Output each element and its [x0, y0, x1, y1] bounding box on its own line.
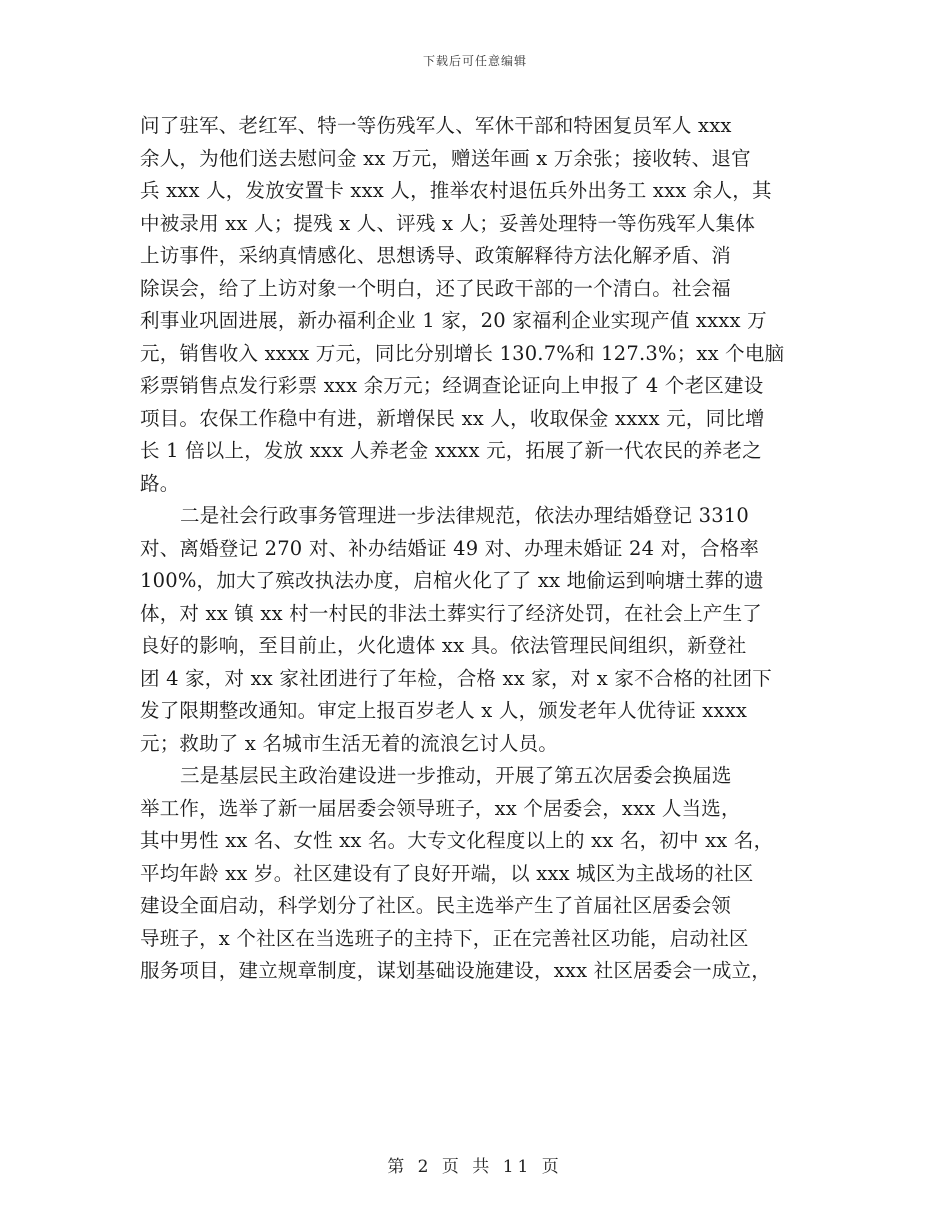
text-line: 利事业巩固进展，新办福利企业 1 家，20 家福利企业实现产值 xxxx 万 — [140, 309, 767, 332]
document-body — [140, 110, 820, 988]
text-line: 其中男性 xx 名、女性 xx 名。大专文化程度以上的 xx 名，初中 xx 名， — [140, 829, 774, 852]
text-line: 上访事件，采纳真情感化、思想诱导、政策解释待方法化解矛盾、消 — [140, 244, 732, 267]
text-line: 兵 xxx 人，发放安置卡 xxx 人，推举农村退伍兵外出务工 xxx 余人，其 — [140, 179, 772, 202]
text-line: 除误会，给了上访对象一个明白，还了民政干部的一个清白。社会福 — [140, 276, 732, 300]
text-line: 余人，为他们送去慰问金 xx 万元，赠送年画 x 万余张；接收转、退官 — [140, 146, 751, 170]
text-line: 100%，加大了殡改执法办度，启棺火化了了 xx 地偷运到响塘土葬的遗 — [140, 569, 764, 592]
text-line: 建设全面启动，科学划分了社区。民主选举产生了首届社区居委会领 — [140, 894, 732, 917]
text-line: 项目。农保工作稳中有进，新增保民 xx 人，收取保金 xxxx 元，同比增 — [140, 406, 765, 430]
paragraph-start-line: 三是基层民主政治建设进一步推动，开展了第五次居委会换届选 — [180, 764, 732, 787]
text-line: 彩票销售点发行彩票 xxx 余万元；经调查论证向上申报了 4 个老区建设 — [140, 374, 764, 397]
text-line: 路。 — [140, 471, 180, 495]
text-line: 元；救助了 x 名城市生活无着的流浪乞讨人员。 — [140, 731, 558, 755]
text-line: 问了驻军、老红军、特一等伤残军人、军休干部和特困复员军人 xxx — [140, 114, 732, 137]
text-line: 体，对 xx 镇 xx 村一村民的非法土葬实行了经济处罚，在社会上产生了 — [140, 601, 762, 625]
text-line: 举工作，选举了新一届居委会领导班子，xx 个居委会，xxx 人当选， — [140, 796, 741, 820]
text-line: 团 4 家，对 xx 家社团进行了年检，合格 xx 家，对 x 家不合格的社团下 — [140, 666, 772, 690]
text-line: 长 1 倍以上，发放 xxx 人养老金 xxxx 元，拓展了新一代农民的养老之 — [140, 439, 762, 462]
text-line: 对、离婚登记 270 对、补办结婚证 49 对、办理未婚证 24 对，合格率 — [140, 536, 760, 560]
text-line: 平均年龄 xx 岁。社区建设有了良好开端，以 xxx 城区为主战场的社区 — [140, 861, 754, 885]
text-line: 良好的影响，至目前止，火化遗体 xx 具。依法管理民间组织，新登社 — [140, 634, 747, 657]
page-header: 下载后可任意编辑 — [422, 54, 527, 68]
text-line: 导班子，x 个社区在当选班子的主持下，正在完善社区功能，启动社区 — [140, 926, 749, 950]
text-line: 发了限期整改通知。审定上报百岁老人 x 人，颁发老年人优待证 xxxx — [140, 699, 748, 722]
text-line: 元，销售收入 xxxx 万元，同比分别增长 130.7%和 127.3%；xx 个电脑 — [140, 341, 785, 365]
text-line: 服务项目，建立规章制度，谋划基础设施建设，xxx 社区居委会一成立， — [140, 959, 771, 982]
text-line: 中被录用 xx 人；提残 x 人、评残 x 人；妥善处理特一等伤残军人集体 — [140, 211, 756, 235]
page-footer: 第 2 页 共 11 页 — [387, 1157, 563, 1177]
paragraph-start-line: 二是社会行政事务管理进一步法律规范，依法办理结婚登记 3310 — [180, 504, 750, 527]
